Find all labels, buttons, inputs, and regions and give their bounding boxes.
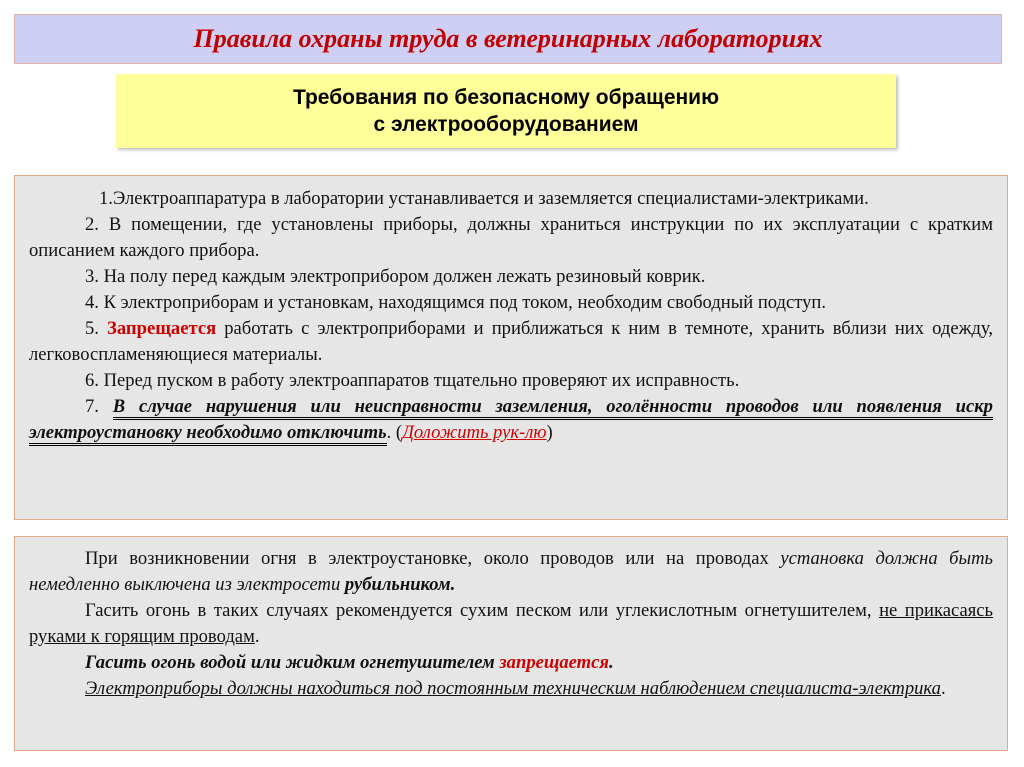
title-bar — [14, 14, 1002, 64]
fire-para-1 — [29, 546, 993, 598]
fire-para-1-bold: рубильником. — [344, 574, 456, 595]
fire-para-3 — [29, 650, 993, 676]
rule-3: 3. На полу перед каждым электроприбором должен лежать резиновый коврик. — [85, 266, 706, 287]
fire-para-3-prohibited: запрещается — [499, 652, 609, 673]
rule-6: 6. Перед пуском в работу электроаппаратов тщательно проверяют их исправность. — [85, 370, 740, 391]
rule-7-punct: . ( — [386, 422, 403, 443]
fire-para-3-bold: Гасить огонь водой или жидким огнетушителем — [85, 652, 495, 673]
rule-7 — [29, 394, 993, 446]
rule-5-prohibited: Запрещается — [107, 318, 217, 339]
fire-para-4-text: Электроприборы должны находиться под постоянным техническим наблюдением специалиста-электрика — [85, 678, 941, 699]
rule-7-close: ) — [546, 422, 553, 443]
subtitle-line-2: с электрооборудованием — [373, 113, 639, 136]
fire-para-1-italic: установка должна быть немедленно выключена из электросети — [29, 548, 993, 595]
rule-5-text: работать с электроприборами и приближаться к ним в темноте, хранить вблизи них одежду, легковоспламеняющиеся материалы. — [29, 318, 993, 365]
fire-para-4 — [29, 676, 993, 702]
fire-para-1-text: При возникновении огня в электроустановке, около проводов или на проводах — [85, 548, 769, 569]
rule-1: 1.Электроаппаратура в лаборатории устанавливается и заземляется специалистами-электриками. — [99, 188, 869, 209]
rules-box — [14, 175, 1008, 520]
rule-7-number: 7. — [85, 396, 99, 417]
rule-4: 4. К электроприборам и установкам, находящимся под током, необходим свободный подступ. — [85, 292, 827, 313]
rule-5-number: 5. — [85, 318, 99, 339]
fire-para-2-underline: не прикасаясь руками к горящим проводам — [29, 600, 993, 647]
fire-para-4-dot: . — [940, 678, 946, 699]
fire-para-3-dot: . — [608, 652, 614, 673]
rule-7-emphasis: В случае нарушения или неисправности заземления, оголённости проводов или появления искр электроустановку необходимо отключить — [29, 396, 993, 446]
fire-box — [14, 536, 1008, 751]
fire-para-2-dot: . — [254, 626, 260, 647]
page-title: Правила охраны труда в ветеринарных лабораториях — [193, 24, 823, 53]
subtitle-banner — [116, 74, 896, 148]
rule-2: 2. В помещении, где установлены приборы, должны храниться инструкции по их эксплуатации с кратким описанием каждого прибора. — [29, 214, 993, 261]
subtitle-line-1: Требования по безопасному обращению — [292, 86, 720, 109]
fire-para-2 — [29, 598, 993, 650]
rule-7-report: Доложить рук-лю — [402, 422, 547, 443]
rule-5 — [29, 316, 993, 368]
fire-para-2-text: Гасить огонь в таких случаях рекомендуется сухим песком или углекислотным огнетушителем, — [85, 600, 872, 621]
